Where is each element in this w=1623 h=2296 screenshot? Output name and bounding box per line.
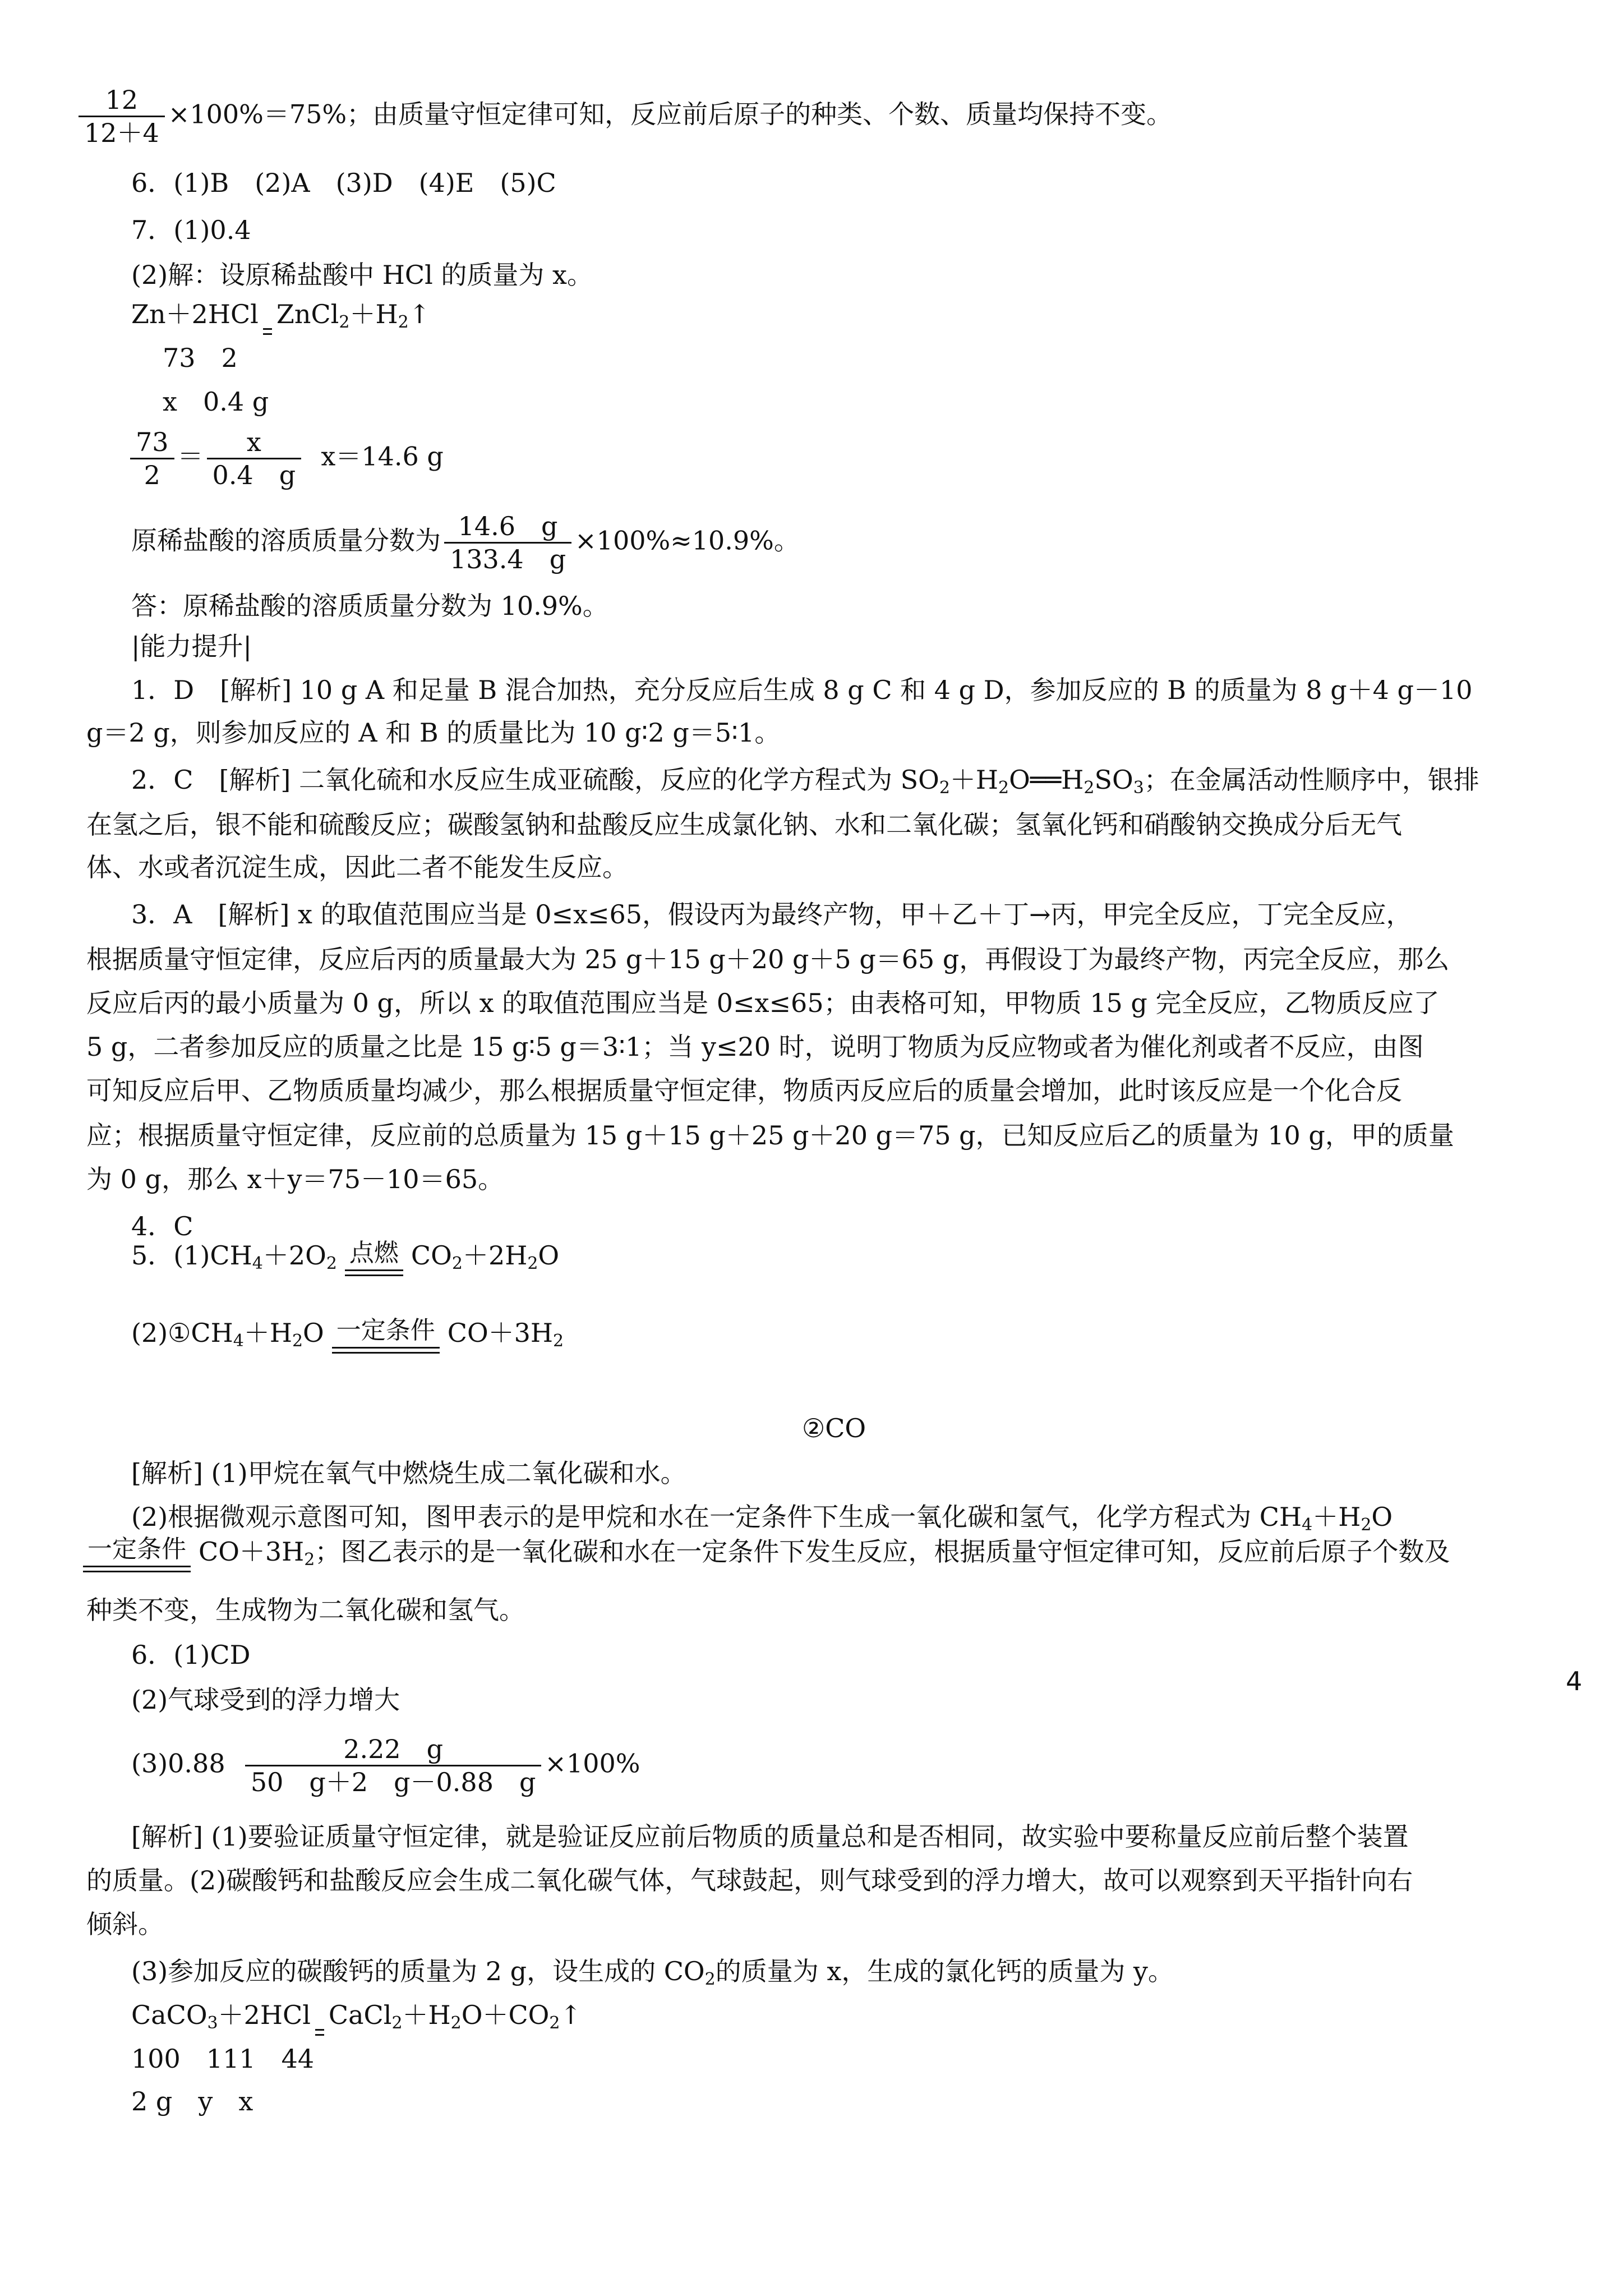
paragraph-line: (3)参加反应的碳酸钙的质量为 2 g，设生成的 $CO_2$的质量为 x，生成的氯化钙的质量为 y。 — [131, 1956, 1174, 1989]
equation-methane-combustion: 5．$(1)CH_4+2O_2$ 点燃 $CO_2+2H_2O$ — [131, 1239, 559, 1276]
answer-q4: 4．C — [131, 1211, 193, 1241]
paragraph-line: 种类不变，生成物为二氧化碳和氢气。 — [86, 1595, 525, 1625]
paragraph-line: 1．D [解析] 10 g A 和足量 B 混合加热，充分反应后生成 8 g C 和 4 g D，参加反应的 B 的质量为 8 g＋4 g－10 — [131, 675, 1473, 705]
answer-q6: 6．(1)B (2)A (3)D (4)E (5)C — [131, 168, 556, 198]
answer-q6-2: (2)气球受到的浮力增大 — [131, 1685, 400, 1715]
reaction-condition: 一定条件 — [83, 1535, 191, 1572]
paragraph-line: 2．C [解析] 二氧化硫和水反应生成亚硫酸，反应的化学方程式为 $SO_2+H_2O══H_2SO_3$；在金属活动性顺序中，银排 — [131, 765, 1479, 798]
solute-fraction-line: 原稀盐酸的溶质质量分数为 $\frac{14.6 g}{133.4 g}$ ×100%≈10.9%。 — [131, 511, 800, 574]
paragraph-line: [解析] (1)甲烷在氧气中燃烧生成二氧化碳和水。 — [131, 1458, 686, 1488]
answer-q7-2-setup: (2)解：设原稀盐酸中 HCl 的质量为 x。 — [131, 260, 593, 290]
paragraph-line: 3．A [解析] x 的取值范围应当是 0≤x≤65，假设丙为最终产物，甲＋乙＋丁→丙，甲完全反应，丁完全反应， — [131, 899, 1412, 930]
ratio-line-4: 2 g y x — [131, 2086, 253, 2116]
paragraph-line: (2)根据微观示意图可知，图甲表示的是甲烷和水在一定条件下生成一氧化碳和氢气，化学方程式为 $CH_4+H_2O$ — [131, 1502, 1393, 1535]
reaction-condition: 一定条件 — [332, 1317, 440, 1354]
page-number: 4 — [1566, 1666, 1583, 1696]
paragraph-line: 5 g，二者参加反应的质量之比是 15 g∶5 g＝3∶1；当 y≤20 时，说明丁物质为反应物或者为催化剂或者不反应，由图 — [86, 1032, 1424, 1062]
paragraph-line: 的质量。(2)碳酸钙和盐酸反应会生成二氧化碳气体，气球鼓起，则气球受到的浮力增大，故可以观察到天平指针向右 — [86, 1865, 1413, 1895]
answer-statement: 答：原稀盐酸的溶质质量分数为 10.9%。 — [131, 591, 608, 621]
paragraph-line: 倾斜。 — [86, 1909, 164, 1939]
ratio-line-3: 100 111 44 — [131, 2044, 315, 2074]
paragraph-line: 反应后丙的最小质量为 0 g，所以 x 的取值范围应当是 0≤x≤65；由表格可知，甲物质 15 g 完全反应，乙物质反应了 — [86, 988, 1440, 1018]
reaction-condition: 点燃 — [345, 1239, 403, 1276]
paragraph-line: 在氢之后，银不能和硫酸反应；碳酸氢钠和盐酸反应生成氯化钠、水和二氧化碳；氢氧化钙和硝酸钠交换成分后无气 — [86, 809, 1402, 840]
fraction: $\frac{12}{12+4}$ — [79, 84, 165, 149]
section-heading-ability: |能力提升| — [131, 631, 252, 661]
answer-q6-3: (3)0.88 $\frac{2.22 g}{50 g+2 g-0.88 g}$ ×100% — [131, 1734, 640, 1797]
paragraph-line: 一定条件 $CO+3H_2$；图乙表示的是一氧化碳和水在一定条件下发生反应，根据质量守恒定律可知，反应前后原子个数及 — [83, 1535, 1450, 1572]
paragraph-line: g＝2 g，则参加反应的 A 和 B 的质量比为 10 g∶2 g＝5∶1。 — [86, 717, 781, 748]
answer-q7-1: 7．(1)0.4 — [131, 215, 251, 245]
answer-q6-1: 6．(1)CD — [131, 1640, 251, 1670]
equation-methane-water: $(2)①CH_4+H_2O$ 一定条件 $CO+3H_2$ — [131, 1316, 564, 1354]
paragraph-line: 根据质量守恒定律，反应后丙的质量最大为 25 g＋15 g＋20 g＋5 g＝65 g，再假设丁为最终产物，丙完全反应，那么 — [86, 944, 1450, 974]
proportion-equation: $\frac{73}{2}$ ＝ $\frac{x}{0.4 g}$ x＝14.6 g — [127, 426, 444, 491]
line-mass-fraction-result: $\frac{12}{12+4}$ ×100%＝75%；由质量守恒定律可知，反应前后原子的种类、个数、质量均保持不变。 — [75, 84, 1172, 149]
ratio-line-1: 73 2 — [163, 343, 238, 373]
paragraph-line: 体、水或者沉淀生成，因此二者不能发生反应。 — [86, 852, 628, 882]
paragraph-line: 可知反应后甲、乙物质质量均减少，那么根据质量守恒定律，物质丙反应后的质量会增加，此时该反应是一个化合反 — [86, 1075, 1402, 1106]
ratio-line-2: x 0.4 g — [163, 386, 269, 417]
answer-q5-2-2: ②CO — [802, 1413, 866, 1443]
paragraph-line: 应；根据质量守恒定律，反应前的总质量为 15 g＋15 g＋25 g＋20 g＝75 g，已知反应后乙的质量为 10 g，甲的质量 — [86, 1120, 1454, 1151]
equation-zn-hcl: Zn＋2HCl $ZnCl_2+H_2↑$ — [131, 297, 430, 335]
paragraph-line: [解析] (1)要验证质量守恒定律，就是验证反应前后物质的质量总和是否相同，故实验中要称量反应前后整个装置 — [131, 1821, 1409, 1852]
equation-caco3-hcl: CaCO$_3$＋2HCl $CaCl_2+H_2O+CO_2↑$ — [131, 1998, 582, 2036]
paragraph-line: 为 0 g，那么 x＋y＝75－10＝65。 — [86, 1164, 504, 1194]
